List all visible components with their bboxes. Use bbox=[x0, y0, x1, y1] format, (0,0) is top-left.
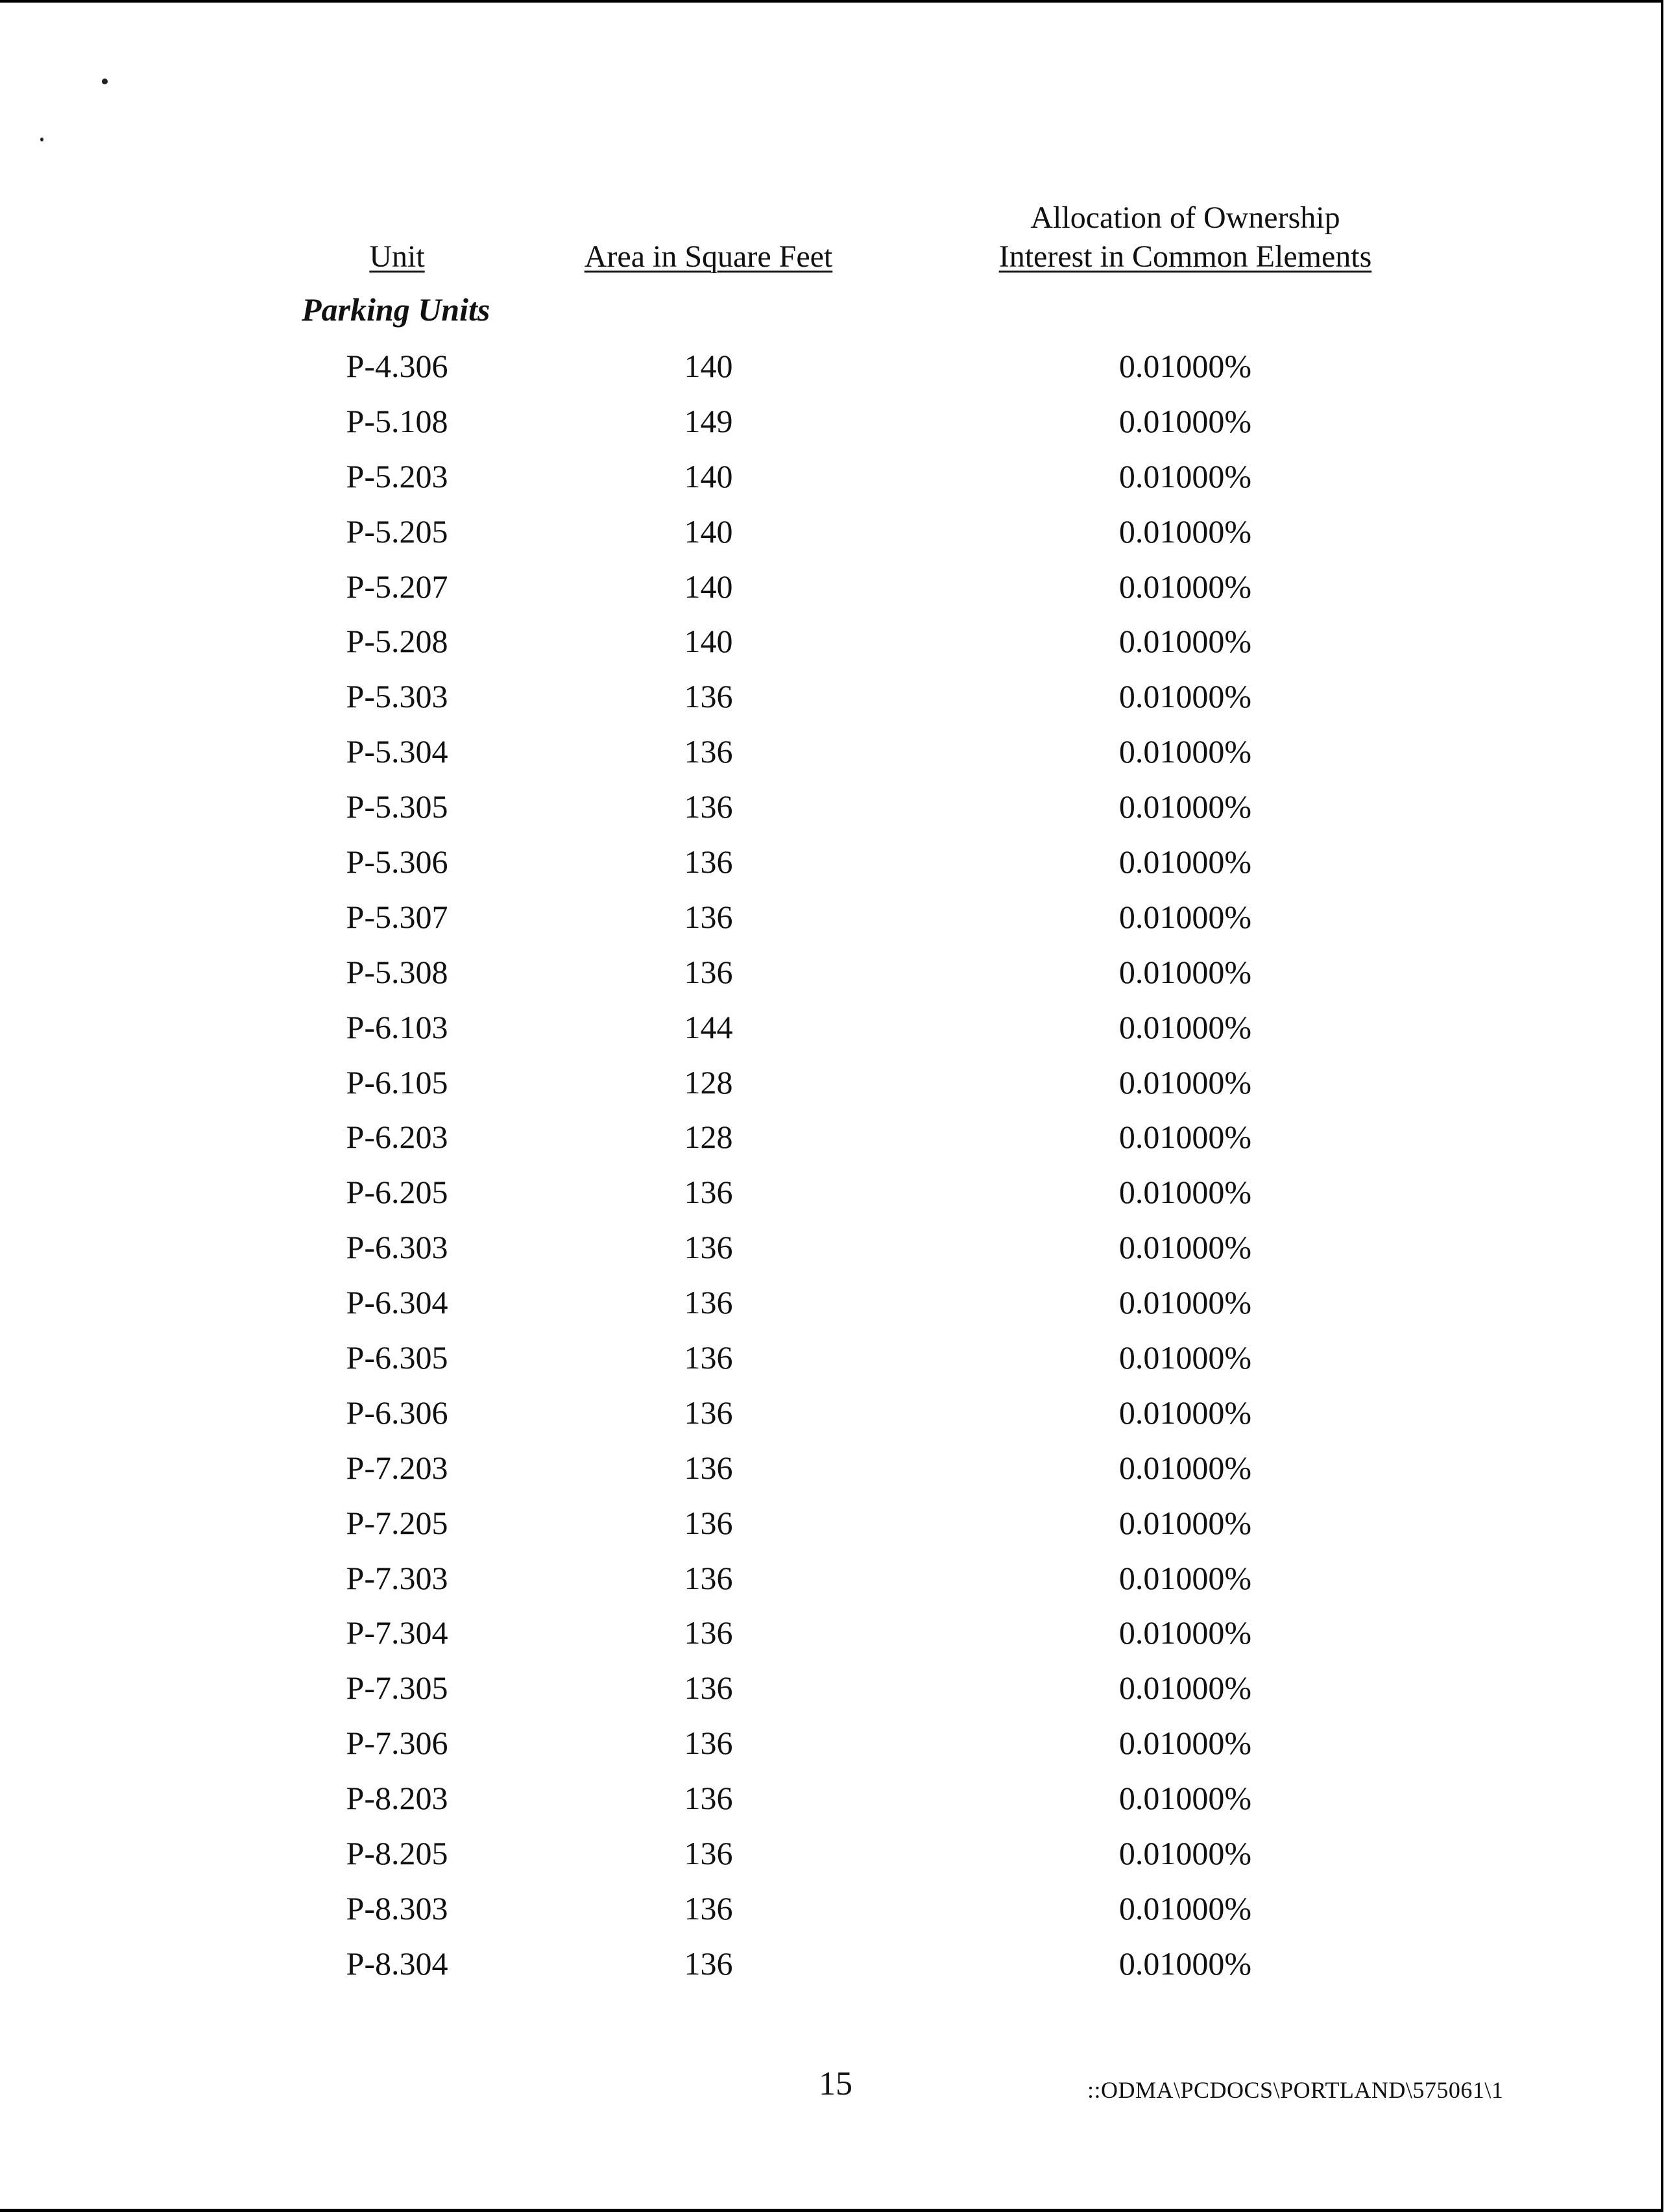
section-title: Parking Units bbox=[302, 291, 490, 328]
allocation-cell: 0.01000% bbox=[1118, 402, 1252, 439]
unit-cell: P-8.205 bbox=[346, 1835, 448, 1872]
allocation-cell: 0.01000% bbox=[1118, 568, 1252, 605]
unit-cell: P-5.304 bbox=[346, 733, 448, 770]
document-path: ::ODMA\PCDOCS\PORTLAND\575061\1 bbox=[1087, 2077, 1504, 2103]
unit-cell: P-7.205 bbox=[346, 1504, 448, 1541]
table-row bbox=[0, 1283, 1666, 1338]
area-cell: 136 bbox=[684, 1725, 733, 1762]
area-cell: 136 bbox=[684, 1835, 733, 1872]
unit-cell: P-6.304 bbox=[346, 1284, 448, 1321]
table-row bbox=[0, 1173, 1666, 1228]
allocation-cell: 0.01000% bbox=[1118, 1119, 1252, 1156]
table-row bbox=[0, 1668, 1666, 1723]
area-cell: 128 bbox=[684, 1119, 733, 1156]
table-row bbox=[0, 1889, 1666, 1944]
area-cell: 149 bbox=[684, 402, 733, 439]
allocation-cell: 0.01000% bbox=[1118, 1780, 1252, 1817]
unit-cell: P-5.207 bbox=[346, 568, 448, 605]
allocation-cell: 0.01000% bbox=[1118, 1890, 1252, 1926]
allocation-cell: 0.01000% bbox=[1118, 1008, 1252, 1045]
unit-cell: P-5.205 bbox=[346, 513, 448, 550]
scan-speck bbox=[40, 138, 43, 141]
table-row bbox=[0, 842, 1666, 897]
scan-speck bbox=[102, 79, 108, 84]
allocation-cell: 0.01000% bbox=[1118, 678, 1252, 715]
allocation-cell: 0.01000% bbox=[1118, 1945, 1252, 1982]
table-row bbox=[0, 1338, 1666, 1393]
table-row bbox=[0, 897, 1666, 953]
area-cell: 136 bbox=[684, 1504, 733, 1541]
table-row bbox=[0, 1834, 1666, 1889]
allocation-cell: 0.01000% bbox=[1118, 1284, 1252, 1321]
area-cell: 140 bbox=[684, 623, 733, 660]
table-row bbox=[0, 1503, 1666, 1559]
unit-cell: P-6.306 bbox=[346, 1394, 448, 1431]
area-cell: 136 bbox=[684, 1449, 733, 1486]
area-cell: 136 bbox=[684, 1229, 733, 1266]
table-row bbox=[0, 1559, 1666, 1614]
area-cell: 136 bbox=[684, 678, 733, 715]
table-row bbox=[0, 1063, 1666, 1118]
unit-cell: P-5.203 bbox=[346, 457, 448, 494]
table-row bbox=[0, 1944, 1666, 1999]
area-cell: 136 bbox=[684, 1174, 733, 1211]
unit-cell: P-5.305 bbox=[346, 788, 448, 825]
area-cell: 136 bbox=[684, 1559, 733, 1596]
table-row bbox=[0, 1393, 1666, 1448]
allocation-cell: 0.01000% bbox=[1118, 1449, 1252, 1486]
area-cell: 136 bbox=[684, 953, 733, 990]
unit-cell: P-5.303 bbox=[346, 678, 448, 715]
table-row bbox=[0, 402, 1666, 457]
column-header-allocation-line2: Interest in Common Elements bbox=[998, 239, 1372, 274]
column-header-area: Area in Square Feet bbox=[584, 239, 833, 274]
allocation-cell: 0.01000% bbox=[1118, 788, 1252, 825]
area-cell: 136 bbox=[684, 844, 733, 881]
unit-cell: P-4.306 bbox=[346, 348, 448, 384]
allocation-cell: 0.01000% bbox=[1118, 844, 1252, 881]
allocation-cell: 0.01000% bbox=[1118, 1394, 1252, 1431]
table-row bbox=[0, 622, 1666, 677]
area-cell: 136 bbox=[684, 1945, 733, 1982]
allocation-cell: 0.01000% bbox=[1118, 623, 1252, 660]
table-body bbox=[0, 346, 1666, 1999]
unit-cell: P-6.305 bbox=[346, 1339, 448, 1376]
area-cell: 136 bbox=[684, 1339, 733, 1376]
table-row bbox=[0, 1448, 1666, 1503]
allocation-cell: 0.01000% bbox=[1118, 1670, 1252, 1707]
allocation-cell: 0.01000% bbox=[1118, 1614, 1252, 1651]
table-row bbox=[0, 1008, 1666, 1063]
unit-cell: P-6.303 bbox=[346, 1229, 448, 1266]
unit-cell: P-6.205 bbox=[346, 1174, 448, 1211]
unit-cell: P-8.203 bbox=[346, 1780, 448, 1817]
table-row bbox=[0, 1779, 1666, 1834]
unit-cell: P-7.303 bbox=[346, 1559, 448, 1596]
allocation-cell: 0.01000% bbox=[1118, 1339, 1252, 1376]
allocation-cell: 0.01000% bbox=[1118, 1559, 1252, 1596]
allocation-cell: 0.01000% bbox=[1118, 513, 1252, 550]
area-cell: 140 bbox=[684, 513, 733, 550]
allocation-cell: 0.01000% bbox=[1118, 898, 1252, 935]
allocation-cell: 0.01000% bbox=[1118, 1174, 1252, 1211]
column-header-allocation-line1: Allocation of Ownership bbox=[1030, 201, 1340, 235]
area-cell: 128 bbox=[684, 1063, 733, 1100]
unit-cell: P-6.203 bbox=[346, 1119, 448, 1156]
unit-cell: P-5.208 bbox=[346, 623, 448, 660]
page-number: 15 bbox=[819, 2065, 852, 2102]
unit-cell: P-7.306 bbox=[346, 1725, 448, 1762]
table-row bbox=[0, 787, 1666, 842]
allocation-cell: 0.01000% bbox=[1118, 1835, 1252, 1872]
area-cell: 144 bbox=[684, 1008, 733, 1045]
unit-cell: P-7.304 bbox=[346, 1614, 448, 1651]
area-cell: 136 bbox=[684, 1614, 733, 1651]
table-row bbox=[0, 1228, 1666, 1283]
unit-cell: P-5.306 bbox=[346, 844, 448, 881]
table-row bbox=[0, 457, 1666, 512]
unit-cell: P-8.304 bbox=[346, 1945, 448, 1982]
allocation-cell: 0.01000% bbox=[1118, 1725, 1252, 1762]
allocation-cell: 0.01000% bbox=[1118, 953, 1252, 990]
allocation-cell: 0.01000% bbox=[1118, 733, 1252, 770]
table-row bbox=[0, 567, 1666, 622]
unit-cell: P-7.305 bbox=[346, 1670, 448, 1707]
table-row bbox=[0, 512, 1666, 567]
allocation-cell: 0.01000% bbox=[1118, 1504, 1252, 1541]
unit-cell: P-8.303 bbox=[346, 1890, 448, 1926]
area-cell: 136 bbox=[684, 733, 733, 770]
unit-cell: P-5.308 bbox=[346, 953, 448, 990]
allocation-cell: 0.01000% bbox=[1118, 1063, 1252, 1100]
unit-cell: P-5.307 bbox=[346, 898, 448, 935]
area-cell: 136 bbox=[684, 898, 733, 935]
column-header-unit: Unit bbox=[369, 239, 425, 274]
table-row bbox=[0, 953, 1666, 1008]
table-row bbox=[0, 1723, 1666, 1779]
allocation-cell: 0.01000% bbox=[1118, 1229, 1252, 1266]
table-row bbox=[0, 1117, 1666, 1173]
area-cell: 136 bbox=[684, 1890, 733, 1926]
area-cell: 136 bbox=[684, 1670, 733, 1707]
area-cell: 140 bbox=[684, 568, 733, 605]
area-cell: 140 bbox=[684, 348, 733, 384]
unit-cell: P-5.108 bbox=[346, 402, 448, 439]
table-row bbox=[0, 346, 1666, 402]
area-cell: 140 bbox=[684, 457, 733, 494]
allocation-cell: 0.01000% bbox=[1118, 457, 1252, 494]
unit-cell: P-7.203 bbox=[346, 1449, 448, 1486]
area-cell: 136 bbox=[684, 1780, 733, 1817]
table-row bbox=[0, 677, 1666, 732]
unit-cell: P-6.105 bbox=[346, 1063, 448, 1100]
area-cell: 136 bbox=[684, 1284, 733, 1321]
area-cell: 136 bbox=[684, 1394, 733, 1431]
area-cell: 136 bbox=[684, 788, 733, 825]
unit-cell: P-6.103 bbox=[346, 1008, 448, 1045]
table-row bbox=[0, 1613, 1666, 1668]
allocation-cell: 0.01000% bbox=[1118, 348, 1252, 384]
table-row bbox=[0, 732, 1666, 787]
